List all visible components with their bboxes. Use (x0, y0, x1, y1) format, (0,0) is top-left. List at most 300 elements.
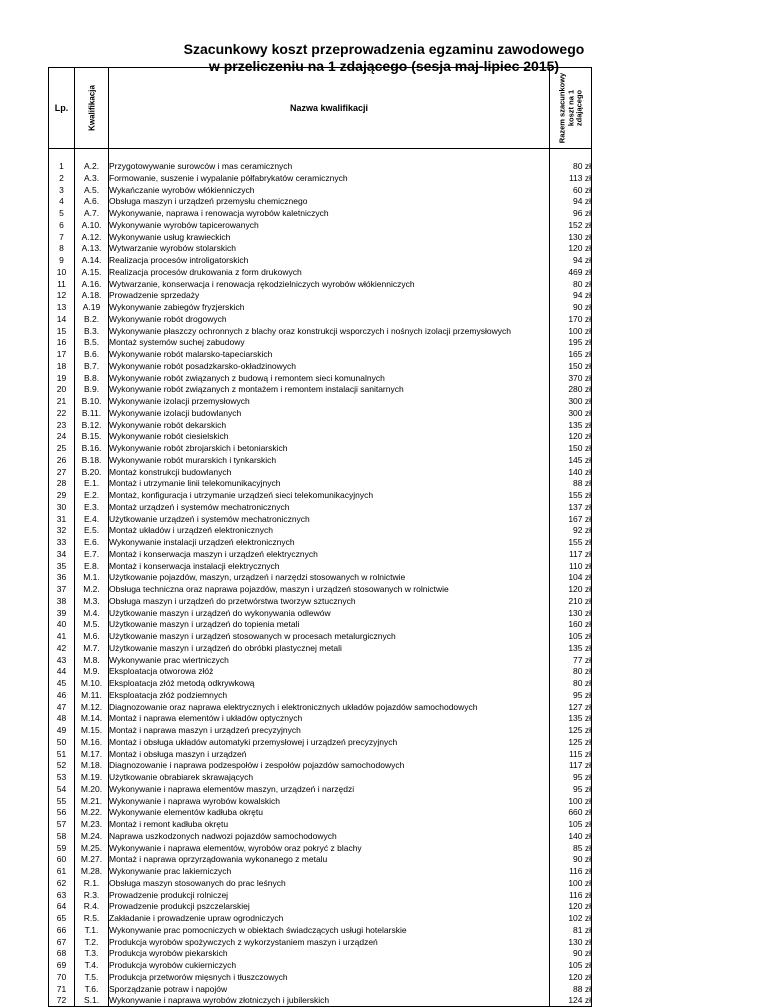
row-lp: 37 (49, 583, 75, 595)
row-lp: 72 (49, 995, 75, 1007)
row-lp: 16 (49, 337, 75, 349)
table-row (49, 513, 592, 525)
table-row (49, 842, 592, 854)
row-name: Realizacja procesów drukowania z form drukowych (109, 266, 550, 278)
table-row (49, 560, 592, 572)
row-code: M.4. (75, 607, 109, 619)
table-row (49, 724, 592, 736)
row-code: A.13. (75, 243, 109, 255)
row-code: M.20. (75, 783, 109, 795)
row-cost: 135 zł (550, 419, 592, 431)
row-name: Użytkowanie pojazdów, maszyn, urządzeń i narzędzi stosowanych w rolnictwie (109, 572, 550, 584)
row-lp: 60 (49, 854, 75, 866)
row-cost: 137 zł (550, 501, 592, 513)
table-row (49, 689, 592, 701)
row-lp: 14 (49, 313, 75, 325)
row-code: A.3. (75, 172, 109, 184)
row-cost: 85 zł (550, 842, 592, 854)
table-row (49, 384, 592, 396)
row-cost: 140 zł (550, 830, 592, 842)
row-lp: 17 (49, 348, 75, 360)
table-row (49, 948, 592, 960)
row-code: T.4. (75, 959, 109, 971)
row-code: M.24. (75, 830, 109, 842)
row-cost: 135 zł (550, 713, 592, 725)
row-cost: 155 zł (550, 489, 592, 501)
row-cost: 120 zł (550, 243, 592, 255)
row-name: Wykonywanie instalacji urządzeń elektronicznych (109, 536, 550, 548)
row-cost: 90 zł (550, 948, 592, 960)
table-row (49, 912, 592, 924)
table-row (49, 654, 592, 666)
row-cost: 105 zł (550, 630, 592, 642)
row-lp: 2 (49, 172, 75, 184)
table-row (49, 607, 592, 619)
row-code: A.10. (75, 219, 109, 231)
row-name: Użytkowanie urządzeń i systemów mechatronicznych (109, 513, 550, 525)
row-name: Montaż i naprawa oprzyrządowania wykonanego z metalu (109, 854, 550, 866)
row-lp: 8 (49, 243, 75, 255)
row-lp: 18 (49, 360, 75, 372)
row-name: Diagnozowanie i naprawa podzespołów i zespołów pojazdów samochodowych (109, 760, 550, 772)
row-name: Wykonywanie i naprawa elementów maszyn, urządzeń i narzędzi (109, 783, 550, 795)
row-name: Wykańczanie wyrobów włókienniczych (109, 184, 550, 196)
row-cost: 167 zł (550, 513, 592, 525)
row-cost: 115 zł (550, 748, 592, 760)
row-name: Prowadzenie sprzedaży (109, 290, 550, 302)
row-code: M.16. (75, 736, 109, 748)
row-name: Wykonywanie usług krawieckich (109, 231, 550, 243)
row-cost: 120 zł (550, 971, 592, 983)
row-name: Wykonywanie prac pomocniczych w obiektach świadczących usługi hotelarskie (109, 924, 550, 936)
row-code: T.2. (75, 936, 109, 948)
table-row (49, 313, 592, 325)
row-name: Wykonywanie robót malarsko-tapeciarskich (109, 348, 550, 360)
row-cost: 102 zł (550, 912, 592, 924)
row-lp: 29 (49, 489, 75, 501)
table-row (49, 701, 592, 713)
row-name: Użytkowanie maszyn i urządzeń stosowanych w procesach metalurgicznych (109, 630, 550, 642)
row-lp: 64 (49, 901, 75, 913)
row-cost: 113 zł (550, 172, 592, 184)
row-name: Montaż i konserwacja instalacji elektrycznych (109, 560, 550, 572)
row-name: Wykonywanie izolacji przemysłowych (109, 395, 550, 407)
row-code: B.6. (75, 348, 109, 360)
row-lp: 30 (49, 501, 75, 513)
row-code: M.2. (75, 583, 109, 595)
row-lp: 6 (49, 219, 75, 231)
row-lp: 7 (49, 231, 75, 243)
row-code: R.3. (75, 889, 109, 901)
table-row (49, 419, 592, 431)
row-name: Montaż i utrzymanie linii telekomunikacyjnych (109, 478, 550, 490)
row-cost: 280 zł (550, 384, 592, 396)
row-code: M.27. (75, 854, 109, 866)
row-lp: 43 (49, 654, 75, 666)
row-cost: 94 zł (550, 196, 592, 208)
table-row (49, 254, 592, 266)
row-cost: 300 zł (550, 407, 592, 419)
row-cost: 100 zł (550, 877, 592, 889)
row-code: A.19 (75, 301, 109, 313)
table-row (49, 348, 592, 360)
row-lp: 38 (49, 595, 75, 607)
row-lp: 42 (49, 642, 75, 654)
row-cost: 80 zł (550, 160, 592, 172)
row-name: Wykonywanie elementów kadłuba okrętu (109, 807, 550, 819)
row-lp: 55 (49, 795, 75, 807)
row-name: Eksploatacja złóż metodą odkrywkową (109, 677, 550, 689)
row-lp: 51 (49, 748, 75, 760)
row-lp: 27 (49, 466, 75, 478)
row-cost: 140 zł (550, 466, 592, 478)
row-name: Realizacja procesów introligatorskich (109, 254, 550, 266)
row-code: M.23. (75, 818, 109, 830)
row-lp: 34 (49, 548, 75, 560)
row-code: M.14. (75, 713, 109, 725)
row-name: Wykonywanie robót związanych z budową i remontem sieci komunalnych (109, 372, 550, 384)
table-row (49, 278, 592, 290)
row-name: Montaż, konfiguracja i utrzymanie urządzeń sieci telekomunikacyjnych (109, 489, 550, 501)
table-row (49, 959, 592, 971)
row-name: Użytkowanie maszyn i urządzeń do obróbki plastycznej metali (109, 642, 550, 654)
row-lp: 58 (49, 830, 75, 842)
row-cost: 96 zł (550, 207, 592, 219)
table-row (49, 971, 592, 983)
row-name: Wykonywanie zabiegów fryzjerskich (109, 301, 550, 313)
row-name: Montaż i obsługa układów automatyki przemysłowej i urządzeń precyzyjnych (109, 736, 550, 748)
table-row (49, 160, 592, 172)
table-row (49, 995, 592, 1007)
row-name: Obsługa maszyn stosowanych do prac leśnych (109, 877, 550, 889)
row-lp: 5 (49, 207, 75, 219)
row-cost: 165 zł (550, 348, 592, 360)
table-row (49, 372, 592, 384)
row-code: E.2. (75, 489, 109, 501)
row-code: E.6. (75, 536, 109, 548)
row-code: M.8. (75, 654, 109, 666)
row-name: Zakładanie i prowadzenie upraw ogrodniczych (109, 912, 550, 924)
row-code: A.16. (75, 278, 109, 290)
table-row (49, 548, 592, 560)
row-code: B.3. (75, 325, 109, 337)
row-code: B.10. (75, 395, 109, 407)
row-lp: 53 (49, 771, 75, 783)
row-code: M.18. (75, 760, 109, 772)
table-row (49, 818, 592, 830)
row-name: Diagnozowanie oraz naprawa elektrycznych i elektronicznych układów pojazdów samochodowych (109, 701, 550, 713)
table-row (49, 266, 592, 278)
row-name: Wykonywanie prac lakierniczych (109, 865, 550, 877)
row-cost: 120 zł (550, 583, 592, 595)
row-name: Wykonywanie, naprawa i renowacja wyrobów kaletniczych (109, 207, 550, 219)
row-lp: 40 (49, 619, 75, 631)
table-row (49, 983, 592, 995)
row-lp: 44 (49, 666, 75, 678)
table-row (49, 489, 592, 501)
row-name: Produkcja przetworów mięsnych i tłuszczowych (109, 971, 550, 983)
table-row (49, 771, 592, 783)
row-code: M.6. (75, 630, 109, 642)
row-code: R.5. (75, 912, 109, 924)
table-row (49, 583, 592, 595)
table-row (49, 936, 592, 948)
row-name: Produkcja wyrobów cukierniczych (109, 959, 550, 971)
row-code: E.8. (75, 560, 109, 572)
table-row (49, 677, 592, 689)
row-code: E.7. (75, 548, 109, 560)
row-cost: 90 zł (550, 301, 592, 313)
row-name: Wykonywanie robót posadzkarsko-okładzinowych (109, 360, 550, 372)
table-row (49, 877, 592, 889)
table-row (49, 736, 592, 748)
row-name: Produkcja wyrobów piekarskich (109, 948, 550, 960)
row-lp: 13 (49, 301, 75, 313)
row-code: B.15. (75, 431, 109, 443)
row-cost: 95 zł (550, 783, 592, 795)
table-row (49, 865, 592, 877)
row-cost: 105 zł (550, 959, 592, 971)
row-lp: 69 (49, 959, 75, 971)
row-name: Użytkowanie maszyn i urządzeń do topienia metali (109, 619, 550, 631)
row-lp: 33 (49, 536, 75, 548)
table-row (49, 219, 592, 231)
row-lp: 45 (49, 677, 75, 689)
row-cost: 152 zł (550, 219, 592, 231)
row-cost: 130 zł (550, 231, 592, 243)
row-code: M.11. (75, 689, 109, 701)
table-body (49, 149, 592, 1007)
table-row (49, 642, 592, 654)
header-koszt-line-1: Razem szacunkowy (556, 72, 566, 144)
table-row (49, 243, 592, 255)
row-lp: 19 (49, 372, 75, 384)
row-cost: 77 zł (550, 654, 592, 666)
row-cost: 117 zł (550, 548, 592, 560)
row-name: Obsługa maszyn i urządzeń do przetwórstwa tworzyw sztucznych (109, 595, 550, 607)
row-name: Wykonywanie robót drogowych (109, 313, 550, 325)
row-code: T.3. (75, 948, 109, 960)
row-lp: 36 (49, 572, 75, 584)
title-line-1: Szacunkowy koszt przeprowadzenia egzaminu zawodowego (183, 41, 585, 57)
row-name: Sporządzanie potraw i napojów (109, 983, 550, 995)
row-lp: 23 (49, 419, 75, 431)
row-name: Użytkowanie maszyn i urządzeń do wykonywania odlewów (109, 607, 550, 619)
row-cost: 210 zł (550, 595, 592, 607)
row-code: M.12. (75, 701, 109, 713)
row-cost: 170 zł (550, 313, 592, 325)
row-code: M.5. (75, 619, 109, 631)
row-lp: 35 (49, 560, 75, 572)
row-name: Obsługa techniczna oraz naprawa pojazdów, maszyn i urządzeń stosowanych w rolnictwie (109, 583, 550, 595)
table-row (49, 325, 592, 337)
row-lp: 52 (49, 760, 75, 772)
table-row (49, 760, 592, 772)
header-koszt-line-2: koszt na 1 (565, 89, 575, 127)
table-row (49, 830, 592, 842)
table-row (49, 807, 592, 819)
header-lp: Lp. (49, 68, 75, 149)
row-lp: 10 (49, 266, 75, 278)
row-name: Wykonywanie płaszczy ochronnych z blachy oraz konstrukcji wsporczych i nośnych izolacji przemysłowych (109, 325, 550, 337)
row-name: Wykonywanie wyrobów tapicerowanych (109, 219, 550, 231)
header-kwalifikacja (75, 68, 109, 149)
row-lp: 71 (49, 983, 75, 995)
table-row (49, 395, 592, 407)
header-nazwa: Nazwa kwalifikacji (109, 68, 550, 149)
row-code: R.1. (75, 877, 109, 889)
table-row (49, 231, 592, 243)
row-code: B.7. (75, 360, 109, 372)
row-lp: 57 (49, 818, 75, 830)
table-row (49, 795, 592, 807)
table-row (49, 172, 592, 184)
row-name: Wykonywanie i naprawa wyrobów złotniczych i jubilerskich (109, 995, 550, 1007)
row-code: E.1. (75, 478, 109, 490)
header-koszt-line-3: zdającego (573, 89, 583, 127)
row-lp: 11 (49, 278, 75, 290)
row-code: B.16. (75, 442, 109, 454)
row-cost: 120 zł (550, 901, 592, 913)
table-row (49, 196, 592, 208)
table-row (49, 337, 592, 349)
row-lp: 1 (49, 160, 75, 172)
row-name: Montaż systemów suchej zabudowy (109, 337, 550, 349)
table-row (49, 207, 592, 219)
row-code: A.5. (75, 184, 109, 196)
row-lp: 20 (49, 384, 75, 396)
row-code: M.10. (75, 677, 109, 689)
row-name: Wykonywanie robót dekarskich (109, 419, 550, 431)
row-lp: 68 (49, 948, 75, 960)
row-cost: 60 zł (550, 184, 592, 196)
table-row (49, 595, 592, 607)
row-code: B.9. (75, 384, 109, 396)
row-code: A.7. (75, 207, 109, 219)
title-line-2: w przeliczeniu na 1 zdającego (sesja maj-lipiec 2015) (208, 58, 560, 74)
row-cost: 81 zł (550, 924, 592, 936)
row-name: Wykonywanie robót zbrojarskich i betoniarskich (109, 442, 550, 454)
row-code: M.15. (75, 724, 109, 736)
row-code: M.9. (75, 666, 109, 678)
row-code: M.19. (75, 771, 109, 783)
table-row (49, 619, 592, 631)
header-koszt (550, 68, 592, 149)
row-code: B.12. (75, 419, 109, 431)
row-name: Wykonywanie robót związanych z montażem i remontem instalacji sanitarnych (109, 384, 550, 396)
row-code: M.22. (75, 807, 109, 819)
row-cost: 660 zł (550, 807, 592, 819)
table-row (49, 466, 592, 478)
row-cost: 88 zł (550, 478, 592, 490)
row-cost: 95 zł (550, 689, 592, 701)
row-code: S.1. (75, 995, 109, 1007)
row-lp: 65 (49, 912, 75, 924)
row-lp: 61 (49, 865, 75, 877)
row-lp: 54 (49, 783, 75, 795)
table-row (49, 783, 592, 795)
row-name: Montaż urządzeń i systemów mechatronicznych (109, 501, 550, 513)
row-code: B.18. (75, 454, 109, 466)
row-lp: 67 (49, 936, 75, 948)
row-code: E.5. (75, 525, 109, 537)
row-name: Montaż i naprawa maszyn i urządzeń precyzyjnych (109, 724, 550, 736)
row-cost: 127 zł (550, 701, 592, 713)
row-lp: 24 (49, 431, 75, 443)
row-cost: 150 zł (550, 442, 592, 454)
row-lp: 39 (49, 607, 75, 619)
row-lp: 22 (49, 407, 75, 419)
row-code: B.8. (75, 372, 109, 384)
row-cost: 120 zł (550, 431, 592, 443)
row-lp: 48 (49, 713, 75, 725)
row-lp: 3 (49, 184, 75, 196)
row-code: B.11. (75, 407, 109, 419)
row-name: Montaż i konserwacja maszyn i urządzeń elektrycznych (109, 548, 550, 560)
table-row (49, 407, 592, 419)
row-lp: 12 (49, 290, 75, 302)
row-cost: 125 zł (550, 724, 592, 736)
row-cost: 125 zł (550, 736, 592, 748)
row-lp: 26 (49, 454, 75, 466)
row-code: T.6. (75, 983, 109, 995)
row-name: Montaż konstrukcji budowlanych (109, 466, 550, 478)
row-cost: 145 zł (550, 454, 592, 466)
row-cost: 370 zł (550, 372, 592, 384)
row-name: Formowanie, suszenie i wypalanie półfabrykatów ceramicznych (109, 172, 550, 184)
row-cost: 105 zł (550, 818, 592, 830)
row-cost: 300 zł (550, 395, 592, 407)
row-cost: 100 zł (550, 795, 592, 807)
row-cost: 195 zł (550, 337, 592, 349)
row-cost: 160 zł (550, 619, 592, 631)
row-code: M.3. (75, 595, 109, 607)
row-name: Montaż układów i urządzeń elektronicznych (109, 525, 550, 537)
table-row (49, 454, 592, 466)
row-name: Wytwarzanie, konserwacja i renowacja rękodzielniczych wyrobów włókienniczych (109, 278, 550, 290)
row-name: Wykonywanie prac wiertniczych (109, 654, 550, 666)
row-lp: 62 (49, 877, 75, 889)
table-row (49, 854, 592, 866)
row-lp: 63 (49, 889, 75, 901)
row-name: Przygotowywanie surowców i mas ceramicznych (109, 160, 550, 172)
row-code: M.25. (75, 842, 109, 854)
row-lp: 15 (49, 325, 75, 337)
row-cost: 130 zł (550, 936, 592, 948)
row-name: Prowadzenie produkcji pszczelarskiej (109, 901, 550, 913)
row-code: A.2. (75, 160, 109, 172)
table-row (49, 748, 592, 760)
row-lp: 4 (49, 196, 75, 208)
row-cost: 110 zł (550, 560, 592, 572)
row-lp: 59 (49, 842, 75, 854)
row-cost: 80 zł (550, 278, 592, 290)
row-cost: 130 zł (550, 607, 592, 619)
row-name: Wykonywanie izolacji budowlanych (109, 407, 550, 419)
row-code: M.21. (75, 795, 109, 807)
row-lp: 25 (49, 442, 75, 454)
table-row (49, 924, 592, 936)
table-row (49, 478, 592, 490)
row-lp: 70 (49, 971, 75, 983)
row-lp: 49 (49, 724, 75, 736)
row-code: M.1. (75, 572, 109, 584)
row-cost: 80 zł (550, 666, 592, 678)
spacer-row (49, 149, 592, 161)
row-code: M.7. (75, 642, 109, 654)
header-koszt-label (558, 73, 584, 143)
row-name: Montaż i naprawa elementów i układów optycznych (109, 713, 550, 725)
